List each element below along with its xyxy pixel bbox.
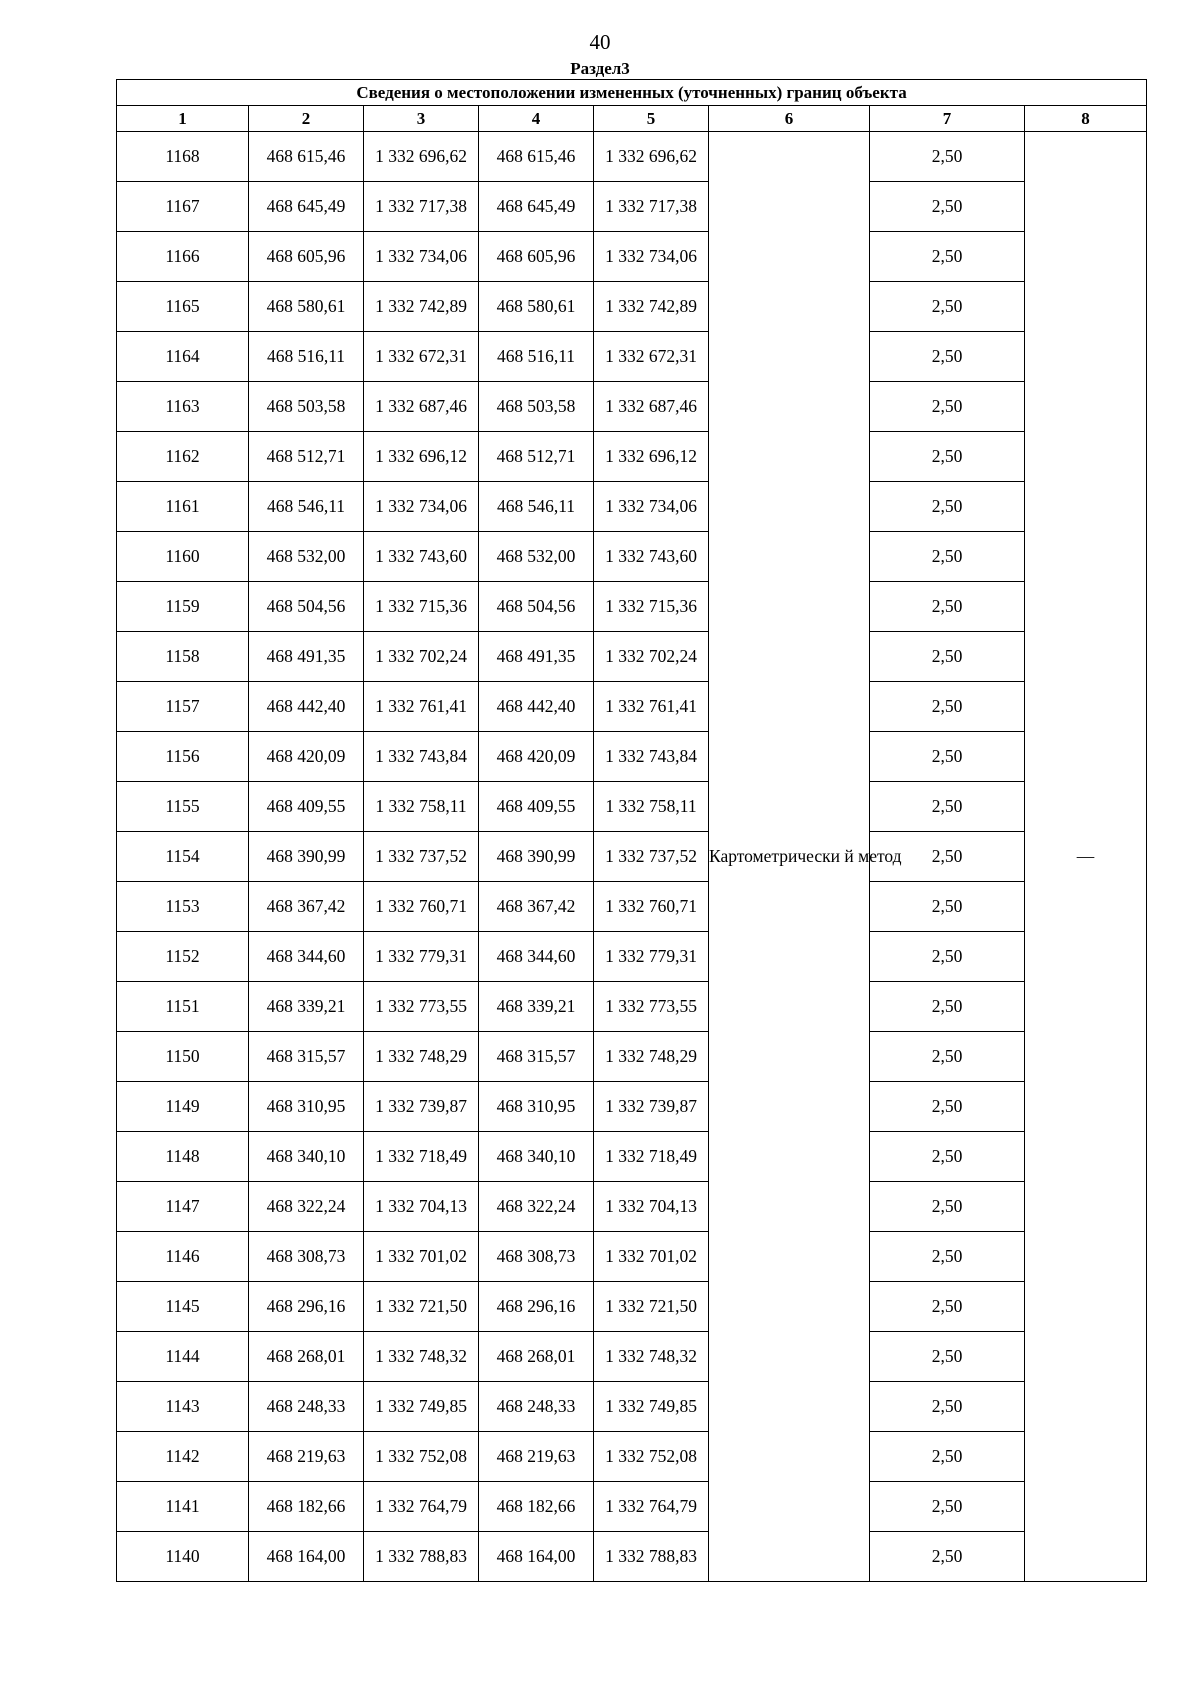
point-number-cell: 1165 (117, 282, 249, 332)
point-number-cell: 1143 (117, 1382, 249, 1432)
y-coordinate-cell: 1 332 742,89 (364, 282, 479, 332)
x-coordinate-new-cell: 468 504,56 (479, 582, 594, 632)
x-coordinate-new-cell: 468 409,55 (479, 782, 594, 832)
y-coordinate-new-cell: 1 332 761,41 (594, 682, 709, 732)
x-coordinate-new-cell: 468 442,40 (479, 682, 594, 732)
x-coordinate-cell: 468 339,21 (249, 982, 364, 1032)
accuracy-cell: 2,50 (870, 882, 1025, 932)
x-coordinate-new-cell: 468 615,46 (479, 132, 594, 182)
table-row (117, 1482, 1147, 1532)
table-row (117, 1032, 1147, 1082)
y-coordinate-new-cell: 1 332 718,49 (594, 1132, 709, 1182)
y-coordinate-cell: 1 332 758,11 (364, 782, 479, 832)
table-row (117, 1432, 1147, 1482)
y-coordinate-new-cell: 1 332 721,50 (594, 1282, 709, 1332)
x-coordinate-new-cell: 468 546,11 (479, 482, 594, 532)
y-coordinate-cell: 1 332 717,38 (364, 182, 479, 232)
y-coordinate-cell: 1 332 743,84 (364, 732, 479, 782)
y-coordinate-new-cell: 1 332 752,08 (594, 1432, 709, 1482)
y-coordinate-new-cell: 1 332 715,36 (594, 582, 709, 632)
x-coordinate-new-cell: 468 512,71 (479, 432, 594, 482)
table-row (117, 1082, 1147, 1132)
x-coordinate-cell: 468 532,00 (249, 532, 364, 582)
x-coordinate-new-cell: 468 580,61 (479, 282, 594, 332)
accuracy-cell: 2,50 (870, 1532, 1025, 1582)
table-row (117, 682, 1147, 732)
table-row (117, 882, 1147, 932)
table-row (117, 1282, 1147, 1332)
table-row (117, 932, 1147, 982)
table-row (117, 182, 1147, 232)
point-number-cell: 1161 (117, 482, 249, 532)
accuracy-cell: 2,50 (870, 482, 1025, 532)
accuracy-cell: 2,50 (870, 1432, 1025, 1482)
y-coordinate-cell: 1 332 779,31 (364, 932, 479, 982)
y-coordinate-cell: 1 332 704,13 (364, 1182, 479, 1232)
point-number-cell: 1142 (117, 1432, 249, 1482)
y-coordinate-new-cell: 1 332 696,62 (594, 132, 709, 182)
table-row (117, 632, 1147, 682)
x-coordinate-new-cell: 468 315,57 (479, 1032, 594, 1082)
point-number-cell: 1157 (117, 682, 249, 732)
y-coordinate-cell: 1 332 702,24 (364, 632, 479, 682)
x-coordinate-cell: 468 546,11 (249, 482, 364, 532)
page-number: 40 (589, 30, 611, 54)
table-row (117, 532, 1147, 582)
accuracy-cell: 2,50 (870, 732, 1025, 782)
column-header: 6 (709, 106, 870, 132)
y-coordinate-new-cell: 1 332 701,02 (594, 1232, 709, 1282)
y-coordinate-cell: 1 332 715,36 (364, 582, 479, 632)
y-coordinate-new-cell: 1 332 702,24 (594, 632, 709, 682)
y-coordinate-new-cell: 1 332 687,46 (594, 382, 709, 432)
y-coordinate-cell: 1 332 734,06 (364, 482, 479, 532)
method-cell: Картометрически й метод (709, 132, 870, 1582)
y-coordinate-new-cell: 1 332 739,87 (594, 1082, 709, 1132)
point-number-cell: 1155 (117, 782, 249, 832)
x-coordinate-new-cell: 468 645,49 (479, 182, 594, 232)
section-title: Раздел3 (570, 59, 630, 78)
y-coordinate-cell: 1 332 749,85 (364, 1382, 479, 1432)
accuracy-cell: 2,50 (870, 282, 1025, 332)
y-coordinate-new-cell: 1 332 748,29 (594, 1032, 709, 1082)
y-coordinate-new-cell: 1 332 696,12 (594, 432, 709, 482)
x-coordinate-new-cell: 468 339,21 (479, 982, 594, 1032)
accuracy-cell: 2,50 (870, 582, 1025, 632)
table-body (117, 132, 1147, 1582)
table-row (117, 1332, 1147, 1382)
y-coordinate-new-cell: 1 332 764,79 (594, 1482, 709, 1532)
point-number-cell: 1154 (117, 832, 249, 882)
y-coordinate-cell: 1 332 718,49 (364, 1132, 479, 1182)
x-coordinate-cell: 468 296,16 (249, 1282, 364, 1332)
accuracy-cell: 2,50 (870, 1482, 1025, 1532)
x-coordinate-cell: 468 491,35 (249, 632, 364, 682)
accuracy-cell: 2,50 (870, 682, 1025, 732)
column-header: 3 (364, 106, 479, 132)
point-number-cell: 1156 (117, 732, 249, 782)
y-coordinate-cell: 1 332 737,52 (364, 832, 479, 882)
point-number-cell: 1141 (117, 1482, 249, 1532)
column-header: 8 (1025, 106, 1147, 132)
point-number-cell: 1164 (117, 332, 249, 382)
x-coordinate-cell: 468 516,11 (249, 332, 364, 382)
y-coordinate-new-cell: 1 332 749,85 (594, 1382, 709, 1432)
accuracy-cell: 2,50 (870, 932, 1025, 982)
table-row (117, 282, 1147, 332)
x-coordinate-cell: 468 580,61 (249, 282, 364, 332)
y-coordinate-cell: 1 332 672,31 (364, 332, 479, 382)
x-coordinate-new-cell: 468 248,33 (479, 1382, 594, 1432)
x-coordinate-new-cell: 468 182,66 (479, 1482, 594, 1532)
y-coordinate-cell: 1 332 687,46 (364, 382, 479, 432)
table-row (117, 1132, 1147, 1182)
accuracy-cell: 2,50 (870, 382, 1025, 432)
x-coordinate-new-cell: 468 308,73 (479, 1232, 594, 1282)
column-header: 4 (479, 106, 594, 132)
y-coordinate-new-cell: 1 332 773,55 (594, 982, 709, 1032)
point-number-cell: 1149 (117, 1082, 249, 1132)
y-coordinate-cell: 1 332 743,60 (364, 532, 479, 582)
x-coordinate-new-cell: 468 322,24 (479, 1182, 594, 1232)
accuracy-cell: 2,50 (870, 232, 1025, 282)
x-coordinate-cell: 468 409,55 (249, 782, 364, 832)
x-coordinate-new-cell: 468 164,00 (479, 1532, 594, 1582)
x-coordinate-cell: 468 512,71 (249, 432, 364, 482)
x-coordinate-new-cell: 468 296,16 (479, 1282, 594, 1332)
x-coordinate-new-cell: 468 532,00 (479, 532, 594, 582)
x-coordinate-new-cell: 468 390,99 (479, 832, 594, 882)
accuracy-cell: 2,50 (870, 532, 1025, 582)
y-coordinate-new-cell: 1 332 779,31 (594, 932, 709, 982)
boundary-coordinates-table (116, 79, 1147, 1582)
y-coordinate-cell: 1 332 696,12 (364, 432, 479, 482)
column-header: 2 (249, 106, 364, 132)
point-number-cell: 1151 (117, 982, 249, 1032)
y-coordinate-new-cell: 1 332 760,71 (594, 882, 709, 932)
table-caption: Сведения о местоположении измененных (уточненных) границ объекта (117, 80, 1147, 106)
y-coordinate-new-cell: 1 332 743,84 (594, 732, 709, 782)
x-coordinate-cell: 468 268,01 (249, 1332, 364, 1382)
column-header: 5 (594, 106, 709, 132)
x-coordinate-cell: 468 344,60 (249, 932, 364, 982)
accuracy-cell: 2,50 (870, 1232, 1025, 1282)
table-row (117, 732, 1147, 782)
y-coordinate-cell: 1 332 734,06 (364, 232, 479, 282)
x-coordinate-new-cell: 468 310,95 (479, 1082, 594, 1132)
accuracy-cell: 2,50 (870, 982, 1025, 1032)
x-coordinate-cell: 468 615,46 (249, 132, 364, 182)
table-row (117, 232, 1147, 282)
x-coordinate-cell: 468 340,10 (249, 1132, 364, 1182)
x-coordinate-cell: 468 420,09 (249, 732, 364, 782)
y-coordinate-new-cell: 1 332 748,32 (594, 1332, 709, 1382)
accuracy-cell: 2,50 (870, 782, 1025, 832)
x-coordinate-cell: 468 322,24 (249, 1182, 364, 1232)
x-coordinate-new-cell: 468 420,09 (479, 732, 594, 782)
x-coordinate-cell: 468 315,57 (249, 1032, 364, 1082)
y-coordinate-cell: 1 332 764,79 (364, 1482, 479, 1532)
y-coordinate-cell: 1 332 760,71 (364, 882, 479, 932)
note-cell: — (1025, 132, 1147, 1582)
x-coordinate-cell: 468 308,73 (249, 1232, 364, 1282)
x-coordinate-cell: 468 504,56 (249, 582, 364, 632)
point-number-cell: 1167 (117, 182, 249, 232)
y-coordinate-new-cell: 1 332 717,38 (594, 182, 709, 232)
accuracy-cell: 2,50 (870, 432, 1025, 482)
y-coordinate-cell: 1 332 739,87 (364, 1082, 479, 1132)
accuracy-cell: 2,50 (870, 632, 1025, 682)
point-number-cell: 1148 (117, 1132, 249, 1182)
point-number-cell: 1158 (117, 632, 249, 682)
point-number-cell: 1150 (117, 1032, 249, 1082)
y-coordinate-cell: 1 332 748,32 (364, 1332, 479, 1382)
x-coordinate-cell: 468 645,49 (249, 182, 364, 232)
table-row (117, 382, 1147, 432)
x-coordinate-new-cell: 468 605,96 (479, 232, 594, 282)
y-coordinate-cell: 1 332 721,50 (364, 1282, 479, 1332)
x-coordinate-cell: 468 164,00 (249, 1532, 364, 1582)
y-coordinate-cell: 1 332 748,29 (364, 1032, 479, 1082)
table-row (117, 132, 1147, 182)
y-coordinate-cell: 1 332 761,41 (364, 682, 479, 732)
table-row (117, 982, 1147, 1032)
table-row (117, 482, 1147, 532)
y-coordinate-new-cell: 1 332 734,06 (594, 232, 709, 282)
x-coordinate-cell: 468 605,96 (249, 232, 364, 282)
accuracy-cell: 2,50 (870, 832, 1025, 882)
y-coordinate-new-cell: 1 332 743,60 (594, 532, 709, 582)
y-coordinate-new-cell: 1 332 704,13 (594, 1182, 709, 1232)
accuracy-cell: 2,50 (870, 1282, 1025, 1332)
x-coordinate-cell: 468 310,95 (249, 1082, 364, 1132)
x-coordinate-new-cell: 468 268,01 (479, 1332, 594, 1382)
table-row (117, 1182, 1147, 1232)
x-coordinate-new-cell: 468 516,11 (479, 332, 594, 382)
point-number-cell: 1168 (117, 132, 249, 182)
x-coordinate-new-cell: 468 491,35 (479, 632, 594, 682)
x-coordinate-new-cell: 468 503,58 (479, 382, 594, 432)
table-row (117, 782, 1147, 832)
accuracy-cell: 2,50 (870, 1182, 1025, 1232)
accuracy-cell: 2,50 (870, 1032, 1025, 1082)
point-number-cell: 1147 (117, 1182, 249, 1232)
accuracy-cell: 2,50 (870, 1082, 1025, 1132)
column-header-row (117, 106, 1147, 132)
y-coordinate-new-cell: 1 332 758,11 (594, 782, 709, 832)
accuracy-cell: 2,50 (870, 1132, 1025, 1182)
table-row (117, 582, 1147, 632)
x-coordinate-new-cell: 468 344,60 (479, 932, 594, 982)
x-coordinate-cell: 468 367,42 (249, 882, 364, 932)
column-header: 7 (870, 106, 1025, 132)
point-number-cell: 1145 (117, 1282, 249, 1332)
y-coordinate-cell: 1 332 752,08 (364, 1432, 479, 1482)
table-row (117, 1382, 1147, 1432)
y-coordinate-new-cell: 1 332 734,06 (594, 482, 709, 532)
table-row (117, 1232, 1147, 1282)
point-number-cell: 1144 (117, 1332, 249, 1382)
x-coordinate-cell: 468 248,33 (249, 1382, 364, 1432)
y-coordinate-cell: 1 332 701,02 (364, 1232, 479, 1282)
point-number-cell: 1159 (117, 582, 249, 632)
point-number-cell: 1166 (117, 232, 249, 282)
point-number-cell: 1163 (117, 382, 249, 432)
accuracy-cell: 2,50 (870, 332, 1025, 382)
point-number-cell: 1146 (117, 1232, 249, 1282)
y-coordinate-cell: 1 332 788,83 (364, 1532, 479, 1582)
x-coordinate-cell: 468 219,63 (249, 1432, 364, 1482)
accuracy-cell: 2,50 (870, 182, 1025, 232)
point-number-cell: 1152 (117, 932, 249, 982)
table-row (117, 1532, 1147, 1582)
x-coordinate-new-cell: 468 340,10 (479, 1132, 594, 1182)
x-coordinate-cell: 468 390,99 (249, 832, 364, 882)
table-row (117, 332, 1147, 382)
y-coordinate-new-cell: 1 332 742,89 (594, 282, 709, 332)
table-row (117, 432, 1147, 482)
y-coordinate-cell: 1 332 696,62 (364, 132, 479, 182)
y-coordinate-new-cell: 1 332 788,83 (594, 1532, 709, 1582)
y-coordinate-new-cell: 1 332 737,52 (594, 832, 709, 882)
y-coordinate-new-cell: 1 332 672,31 (594, 332, 709, 382)
table-row (117, 832, 1147, 882)
x-coordinate-cell: 468 503,58 (249, 382, 364, 432)
accuracy-cell: 2,50 (870, 1332, 1025, 1382)
point-number-cell: 1160 (117, 532, 249, 582)
point-number-cell: 1153 (117, 882, 249, 932)
column-header: 1 (117, 106, 249, 132)
point-number-cell: 1162 (117, 432, 249, 482)
x-coordinate-new-cell: 468 367,42 (479, 882, 594, 932)
x-coordinate-cell: 468 442,40 (249, 682, 364, 732)
y-coordinate-cell: 1 332 773,55 (364, 982, 479, 1032)
accuracy-cell: 2,50 (870, 132, 1025, 182)
accuracy-cell: 2,50 (870, 1382, 1025, 1432)
point-number-cell: 1140 (117, 1532, 249, 1582)
x-coordinate-cell: 468 182,66 (249, 1482, 364, 1532)
x-coordinate-new-cell: 468 219,63 (479, 1432, 594, 1482)
